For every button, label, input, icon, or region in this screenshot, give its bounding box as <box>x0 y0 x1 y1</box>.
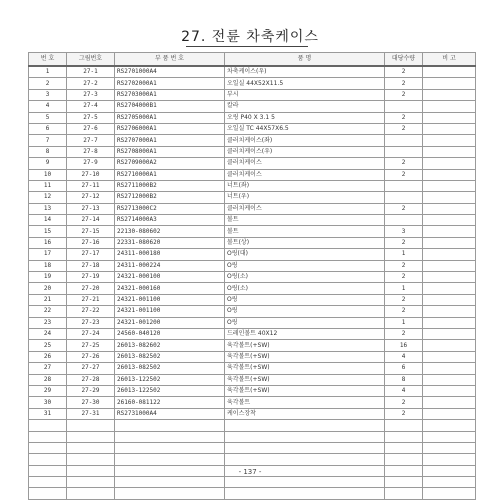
part-number-cell: RS2714000A3 <box>115 215 225 226</box>
part-number-cell <box>115 431 225 442</box>
remark-cell <box>423 260 476 271</box>
row-number-cell <box>29 488 67 499</box>
part-name-cell: O링 <box>225 294 385 305</box>
remark-cell <box>423 112 476 123</box>
table-row <box>29 249 476 260</box>
part-number-cell: 24321-000160 <box>115 283 225 294</box>
quantity-cell: 16 <box>385 340 423 351</box>
quantity-cell <box>385 420 423 431</box>
table-row <box>29 272 476 283</box>
row-number-cell: 26 <box>29 351 67 362</box>
figure-key-cell: 27-2 <box>67 78 115 89</box>
remark-cell <box>423 294 476 305</box>
part-number-cell: RS2712000B2 <box>115 192 225 203</box>
table-row <box>29 408 476 419</box>
part-number-cell: RS2709000A2 <box>115 158 225 169</box>
remark-cell <box>423 180 476 191</box>
part-name-cell: 차축케이스(우) <box>225 66 385 78</box>
quantity-cell: 2 <box>385 89 423 100</box>
quantity-cell <box>385 135 423 146</box>
part-number-cell: RS2703000A1 <box>115 89 225 100</box>
part-number-cell: RS2704000B1 <box>115 101 225 112</box>
part-name-cell: O링(소) <box>225 283 385 294</box>
quantity-cell: 2 <box>385 78 423 89</box>
part-name-cell: 육각볼트(+SW) <box>225 385 385 396</box>
remark-cell <box>423 454 476 465</box>
remark-cell <box>423 328 476 339</box>
table-row <box>29 101 476 112</box>
remark-cell <box>423 397 476 408</box>
remark-cell <box>423 488 476 499</box>
remark-cell <box>423 169 476 180</box>
table-row <box>29 374 476 385</box>
row-number-cell: 12 <box>29 192 67 203</box>
remark-cell <box>423 385 476 396</box>
row-number-cell: 19 <box>29 272 67 283</box>
row-number-cell: 14 <box>29 215 67 226</box>
part-name-cell: 드레인볼트 40X12 <box>225 328 385 339</box>
part-name-cell <box>225 442 385 453</box>
remark-cell <box>423 351 476 362</box>
quantity-cell: 2 <box>385 260 423 271</box>
figure-key-cell: 27-13 <box>67 203 115 214</box>
part-number-cell <box>115 488 225 499</box>
part-number-cell: RS2705000A1 <box>115 112 225 123</box>
blank-row <box>29 454 476 465</box>
table-row <box>29 169 476 180</box>
figure-key-cell: 27-21 <box>67 294 115 305</box>
figure-key-cell: 27-19 <box>67 272 115 283</box>
part-name-cell: 케이스장착 <box>225 408 385 419</box>
part-number-cell: 24321-001100 <box>115 294 225 305</box>
part-number-cell: RS2708000A1 <box>115 146 225 157</box>
header-part-name: 품 명 <box>225 53 385 67</box>
quantity-cell: 3 <box>385 226 423 237</box>
quantity-cell <box>385 101 423 112</box>
part-name-cell: 클러치케이스 <box>225 203 385 214</box>
quantity-cell: 2 <box>385 203 423 214</box>
row-number-cell: 20 <box>29 283 67 294</box>
quantity-cell <box>385 431 423 442</box>
part-number-cell: 22331-080620 <box>115 237 225 248</box>
part-number-cell: RS2702000A1 <box>115 78 225 89</box>
figure-key-cell: 27-3 <box>67 89 115 100</box>
quantity-cell <box>385 215 423 226</box>
quantity-cell: 2 <box>385 408 423 419</box>
part-name-cell: 볼트 <box>225 226 385 237</box>
part-name-cell: 오일실 44X52X11.5 <box>225 78 385 89</box>
remark-cell <box>423 420 476 431</box>
table-row <box>29 294 476 305</box>
figure-key-cell: 27-23 <box>67 317 115 328</box>
part-number-cell: 26160-081122 <box>115 397 225 408</box>
figure-key-cell: 27-31 <box>67 408 115 419</box>
part-number-cell: 24321-001200 <box>115 317 225 328</box>
remark-cell <box>423 272 476 283</box>
remark-cell <box>423 158 476 169</box>
table-row <box>29 351 476 362</box>
row-number-cell: 11 <box>29 180 67 191</box>
figure-key-cell: 27-9 <box>67 158 115 169</box>
table-row <box>29 260 476 271</box>
remark-cell <box>423 408 476 419</box>
part-name-cell: O링(소) <box>225 272 385 283</box>
remark-cell <box>423 135 476 146</box>
figure-key-cell: 27-12 <box>67 192 115 203</box>
quantity-cell: 2 <box>385 328 423 339</box>
figure-key-cell: 27-25 <box>67 340 115 351</box>
row-number-cell: 24 <box>29 328 67 339</box>
part-number-cell: RS2711000B2 <box>115 180 225 191</box>
part-number-cell <box>115 477 225 488</box>
part-number-cell: 26013-082502 <box>115 363 225 374</box>
part-name-cell: 클러치케이스(좌) <box>225 135 385 146</box>
quantity-cell <box>385 442 423 453</box>
part-number-cell: RS2731000A4 <box>115 408 225 419</box>
row-number-cell: 5 <box>29 112 67 123</box>
part-name-cell: 부시 <box>225 89 385 100</box>
table-row <box>29 66 476 78</box>
blank-row <box>29 420 476 431</box>
row-number-cell: 30 <box>29 397 67 408</box>
row-number-cell: 16 <box>29 237 67 248</box>
part-number-cell: 26013-122502 <box>115 374 225 385</box>
page-title: 27. 전륜 차축케이스 <box>181 29 319 45</box>
remark-cell <box>423 431 476 442</box>
remark-cell <box>423 249 476 260</box>
part-name-cell: 오일실 TC 44X57X6.5 <box>225 123 385 134</box>
remark-cell <box>423 306 476 317</box>
figure-key-cell: 27-20 <box>67 283 115 294</box>
row-number-cell: 4 <box>29 101 67 112</box>
figure-key-cell: 27-10 <box>67 169 115 180</box>
figure-key-cell <box>67 420 115 431</box>
part-name-cell <box>225 420 385 431</box>
part-number-cell: RS2707000A1 <box>115 135 225 146</box>
quantity-cell: 4 <box>385 385 423 396</box>
part-number-cell: 24311-000224 <box>115 260 225 271</box>
part-number-cell: 22130-080602 <box>115 226 225 237</box>
quantity-cell: 2 <box>385 123 423 134</box>
blank-row <box>29 442 476 453</box>
page-number: - 137 - <box>238 468 262 476</box>
row-number-cell: 17 <box>29 249 67 260</box>
row-number-cell: 28 <box>29 374 67 385</box>
quantity-cell: 2 <box>385 169 423 180</box>
part-number-cell: 24311-000180 <box>115 249 225 260</box>
row-number-cell: 15 <box>29 226 67 237</box>
row-number-cell <box>29 477 67 488</box>
part-number-cell <box>115 454 225 465</box>
table-row <box>29 192 476 203</box>
row-number-cell: 1 <box>29 66 67 78</box>
figure-key-cell: 27-8 <box>67 146 115 157</box>
table-row <box>29 180 476 191</box>
table-row <box>29 89 476 100</box>
part-name-cell: O링 <box>225 260 385 271</box>
row-number-cell <box>29 442 67 453</box>
part-name-cell <box>225 488 385 499</box>
part-number-cell <box>115 420 225 431</box>
remark-cell <box>423 78 476 89</box>
table-row <box>29 328 476 339</box>
part-number-cell <box>115 442 225 453</box>
remark-cell <box>423 442 476 453</box>
part-number-cell: RS2710000A1 <box>115 169 225 180</box>
quantity-cell: 2 <box>385 294 423 305</box>
row-number-cell: 13 <box>29 203 67 214</box>
title-underline <box>186 46 308 47</box>
part-number-cell: 24560-040120 <box>115 328 225 339</box>
remark-cell <box>423 123 476 134</box>
figure-key-cell <box>67 454 115 465</box>
remark-cell <box>423 101 476 112</box>
quantity-cell: 2 <box>385 306 423 317</box>
table-row <box>29 397 476 408</box>
remark-cell <box>423 363 476 374</box>
table-row <box>29 203 476 214</box>
quantity-cell <box>385 146 423 157</box>
table-row <box>29 306 476 317</box>
quantity-cell: 2 <box>385 272 423 283</box>
row-number-cell: 18 <box>29 260 67 271</box>
part-number-cell: 26013-122502 <box>115 385 225 396</box>
remark-cell <box>423 374 476 385</box>
table-row <box>29 237 476 248</box>
header-quantity: 대당수량 <box>385 53 423 67</box>
quantity-cell: 1 <box>385 283 423 294</box>
figure-key-cell <box>67 442 115 453</box>
row-number-cell: 21 <box>29 294 67 305</box>
row-number-cell: 3 <box>29 89 67 100</box>
table-row <box>29 135 476 146</box>
figure-key-cell: 27-18 <box>67 260 115 271</box>
figure-key-cell: 27-5 <box>67 112 115 123</box>
row-number-cell: 9 <box>29 158 67 169</box>
quantity-cell: 4 <box>385 351 423 362</box>
row-number-cell: 23 <box>29 317 67 328</box>
part-name-cell <box>225 454 385 465</box>
part-name-cell: O링 <box>225 306 385 317</box>
quantity-cell: 1 <box>385 249 423 260</box>
table-row <box>29 158 476 169</box>
table-row <box>29 283 476 294</box>
quantity-cell: 2 <box>385 397 423 408</box>
part-name-cell <box>225 431 385 442</box>
figure-key-cell <box>67 431 115 442</box>
remark-cell <box>423 203 476 214</box>
remark-cell <box>423 215 476 226</box>
table-row <box>29 385 476 396</box>
row-number-cell <box>29 431 67 442</box>
remark-cell <box>423 477 476 488</box>
table-row <box>29 317 476 328</box>
figure-key-cell: 27-6 <box>67 123 115 134</box>
row-number-cell <box>29 420 67 431</box>
part-number-cell: 26013-082602 <box>115 340 225 351</box>
figure-key-cell: 27-22 <box>67 306 115 317</box>
blank-row <box>29 477 476 488</box>
quantity-cell: 8 <box>385 374 423 385</box>
part-number-cell: 26013-082502 <box>115 351 225 362</box>
header-part-number: 부 품 번 호 <box>115 53 225 67</box>
part-number-cell: 24321-000100 <box>115 272 225 283</box>
quantity-cell <box>385 488 423 499</box>
row-number-cell: 29 <box>29 385 67 396</box>
header-no: 번 호 <box>29 53 67 67</box>
figure-key-cell <box>67 477 115 488</box>
quantity-cell <box>385 180 423 191</box>
row-number-cell: 2 <box>29 78 67 89</box>
figure-key-cell: 27-26 <box>67 351 115 362</box>
part-name-cell: 너트(좌) <box>225 180 385 191</box>
figure-key-cell: 27-1 <box>67 66 115 78</box>
part-name-cell: 육각볼트(+SW) <box>225 351 385 362</box>
row-number-cell: 7 <box>29 135 67 146</box>
part-name-cell: 오링 P40 X 3.1 5 <box>225 112 385 123</box>
table-row <box>29 146 476 157</box>
table-row <box>29 112 476 123</box>
figure-key-cell: 27-11 <box>67 180 115 191</box>
figure-key-cell: 27-14 <box>67 215 115 226</box>
quantity-cell: 2 <box>385 158 423 169</box>
parts-table <box>28 52 476 500</box>
part-number-cell: 24321-001100 <box>115 306 225 317</box>
figure-key-cell: 27-17 <box>67 249 115 260</box>
part-name-cell: O링(대) <box>225 249 385 260</box>
quantity-cell: 6 <box>385 363 423 374</box>
figure-key-cell: 27-4 <box>67 101 115 112</box>
row-number-cell: 25 <box>29 340 67 351</box>
quantity-cell <box>385 477 423 488</box>
remark-cell <box>423 283 476 294</box>
header-remark: 비 고 <box>423 53 476 67</box>
row-number-cell: 10 <box>29 169 67 180</box>
figure-key-cell <box>67 488 115 499</box>
table-row <box>29 123 476 134</box>
row-number-cell: 6 <box>29 123 67 134</box>
header-figure-key: 그림번호 <box>67 53 115 67</box>
row-number-cell <box>29 454 67 465</box>
remark-cell <box>423 237 476 248</box>
figure-key-cell: 27-16 <box>67 237 115 248</box>
row-number-cell: 27 <box>29 363 67 374</box>
figure-key-cell: 27-15 <box>67 226 115 237</box>
figure-key-cell: 27-29 <box>67 385 115 396</box>
table-row <box>29 340 476 351</box>
quantity-cell <box>385 192 423 203</box>
part-number-cell: RS2706000A1 <box>115 123 225 134</box>
blank-row <box>29 431 476 442</box>
part-number-cell: RS2701000A4 <box>115 66 225 78</box>
part-name-cell: 클러치케이스(우) <box>225 146 385 157</box>
remark-cell <box>423 226 476 237</box>
figure-key-cell: 27-28 <box>67 374 115 385</box>
table-header-row <box>29 53 476 67</box>
part-name-cell: 클러치케이스 <box>225 158 385 169</box>
quantity-cell: 2 <box>385 112 423 123</box>
figure-key-cell: 27-7 <box>67 135 115 146</box>
part-name-cell: 육각볼트(+SW) <box>225 340 385 351</box>
part-name-cell: 육각볼트(+SW) <box>225 363 385 374</box>
remark-cell <box>423 317 476 328</box>
figure-key-cell: 27-24 <box>67 328 115 339</box>
figure-key-cell: 27-30 <box>67 397 115 408</box>
quantity-cell: 1 <box>385 317 423 328</box>
part-name-cell: 육각볼트 <box>225 397 385 408</box>
row-number-cell: 8 <box>29 146 67 157</box>
part-number-cell: RS2713000C2 <box>115 203 225 214</box>
part-name-cell: 너트(우) <box>225 192 385 203</box>
row-number-cell: 31 <box>29 408 67 419</box>
part-name-cell: 볼트 <box>225 215 385 226</box>
row-number-cell: 22 <box>29 306 67 317</box>
part-name-cell: 볼트(상) <box>225 237 385 248</box>
table-row <box>29 226 476 237</box>
remark-cell <box>423 66 476 78</box>
blank-row <box>29 488 476 499</box>
quantity-cell: 2 <box>385 237 423 248</box>
remark-cell <box>423 146 476 157</box>
figure-key-cell: 27-27 <box>67 363 115 374</box>
remark-cell <box>423 89 476 100</box>
part-name-cell: 육각볼트(+SW) <box>225 374 385 385</box>
quantity-cell <box>385 454 423 465</box>
table-row <box>29 78 476 89</box>
part-name-cell: 클러치케이스 <box>225 169 385 180</box>
remark-cell <box>423 340 476 351</box>
table-row <box>29 363 476 374</box>
table-row <box>29 215 476 226</box>
part-name-cell: O링 <box>225 317 385 328</box>
part-name-cell <box>225 477 385 488</box>
quantity-cell: 2 <box>385 66 423 78</box>
part-name-cell: 칼라 <box>225 101 385 112</box>
remark-cell <box>423 192 476 203</box>
